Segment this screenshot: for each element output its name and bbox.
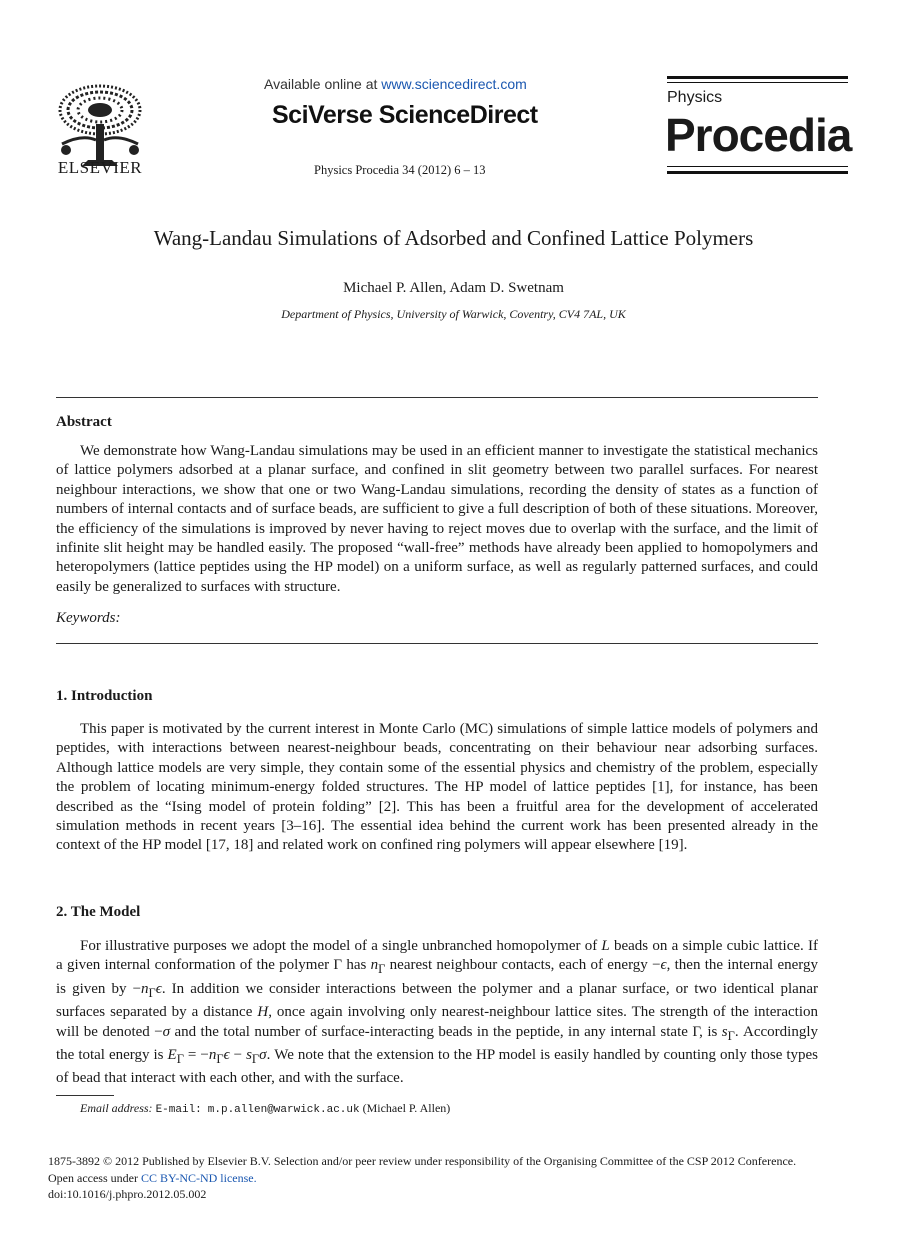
introduction-heading: 1. Introduction	[56, 688, 153, 704]
procedia-top-rule-thin	[667, 82, 848, 83]
keywords-label: Keywords:	[56, 610, 121, 626]
sciverse-brand: SciVerse ScienceDirect	[272, 101, 538, 129]
journal-reference: Physics Procedia 34 (2012) 6 – 13	[314, 163, 486, 177]
abstract-bottom-rule	[56, 643, 818, 644]
procedia-logo-procedia: Procedia	[665, 109, 852, 161]
doi-line: doi:10.1016/j.phpro.2012.05.002	[48, 1187, 207, 1201]
procedia-logo-physics: Physics	[667, 89, 723, 106]
footnote-rule	[56, 1095, 114, 1096]
copyright-footer	[48, 1153, 848, 1203]
email-footnote	[80, 1101, 450, 1116]
availability-prefix: Available online at	[264, 76, 382, 92]
email-address[interactable]: m.p.allen@warwick.ac.uk	[207, 1104, 360, 1116]
license-link[interactable]: CC BY-NC-ND license.	[140, 1170, 257, 1185]
introduction-text: This paper is motivated by the current interest in Monte Carlo (MC) simulations of simple lattice models of polymers and peptides, with interactions between nearest-neighbour beads, concentrating on their behaviour near adsorbing surfaces. Although lattice models are very simple, they contain some of the essential physics and chemistry of the problem, especially the problem of locating minimum-energy folded structures. The HP model of lattice peptides [1], for instance, has been described as the “Ising model of protein folding” [2]. This has been a fruitful area for the development of accelerated simulation methods in recent years [3–16]. The essential idea behind the current work has been presented already in the context of the HP model [17, 18] and related work on confined ring polymers will appear elsewhere [19].	[56, 721, 818, 854]
abstract-text: We demonstrate how Wang-Landau simulations may be used in an efficient manner to investigate the statistical mechanics of lattice polymers adsorbed at a planar surface, and confined in slit geometry between two parallel surfaces. For nearest neighbour interactions, we show that one or two Wang-Landau simulations, recording the density of states as a function of numbers of internal contacts and of surface beads, are sufficient to give a full description of both of these situations. Moreover, the efficiency of the simulations is improved by never having to reject moves due to overlap with the surface, and the limit of infinite slit height may be handled easily. The proposed “wall-free” methods have already been applied to homopolymers and heteropolymers (lattice peptides using the HP model) on a uniform surface, as well as regularly patterned surfaces, and could easily be generalized to surfaces with structure.	[56, 443, 818, 595]
procedia-bottom-rule	[667, 171, 848, 174]
paper-authors: Michael P. Allen, Adam D. Swetnam	[343, 280, 564, 296]
sciencedirect-link[interactable]: www.sciencedirect.com	[381, 76, 527, 92]
model-text: For illustrative purposes we adopt the model of a single unbranched homopolymer of L beads on a simple cubic lattice. If a given internal conformation of the polymer Γ has $n_\Gamma$ nearest neighbour contacts, each of energy −ϵ, then the internal energy is given by $-n_\Gamma\epsilon$. In addition we consider interactions between the polymer and a planar surface, or two identical planar surfaces separated by a distance H, once again involving only nearest-neighbour lattice sites. The strength of the interaction will be denoted −σ and the total number of surface-interacting beads in the peptide, in any internal state Γ, is $s_\Gamma$. Accordingly the total energy is $E_\Gamma = -n_\Gamma\epsilon - s_\Gamma\sigma$. We note that the extension to the HP model is easily handled by counting only those types of bead that interact with each other, and with the surface.	[56, 938, 819, 1087]
email-label: Email address:	[80, 1101, 153, 1115]
paper-affiliation: Department of Physics, University of Warwick, Coventry, CV4 7AL, UK	[281, 307, 626, 321]
abstract-top-rule	[56, 397, 818, 398]
model-heading: 2. The Model	[56, 904, 141, 920]
email-owner: (Michael P. Allen)	[362, 1101, 451, 1115]
open-access-line: Open access under CC BY-NC-ND license.	[48, 1170, 257, 1185]
email-prefix: E-mail:	[155, 1104, 202, 1116]
availability-line	[264, 76, 527, 92]
procedia-bottom-rule-thin	[667, 166, 848, 167]
paper-title: Wang-Landau Simulations of Adsorbed and Confined Lattice Polymers	[153, 226, 754, 250]
procedia-top-rule	[667, 76, 848, 79]
copyright-line: 1875-3892 © 2012 Published by Elsevier B.V. Selection and/or peer review under responsibility of the Organising Committee of the CSP 2012 Conference.	[48, 1154, 797, 1168]
elsevier-wordmark: ELSEVIER	[57, 158, 143, 177]
abstract-heading: Abstract	[56, 414, 112, 430]
